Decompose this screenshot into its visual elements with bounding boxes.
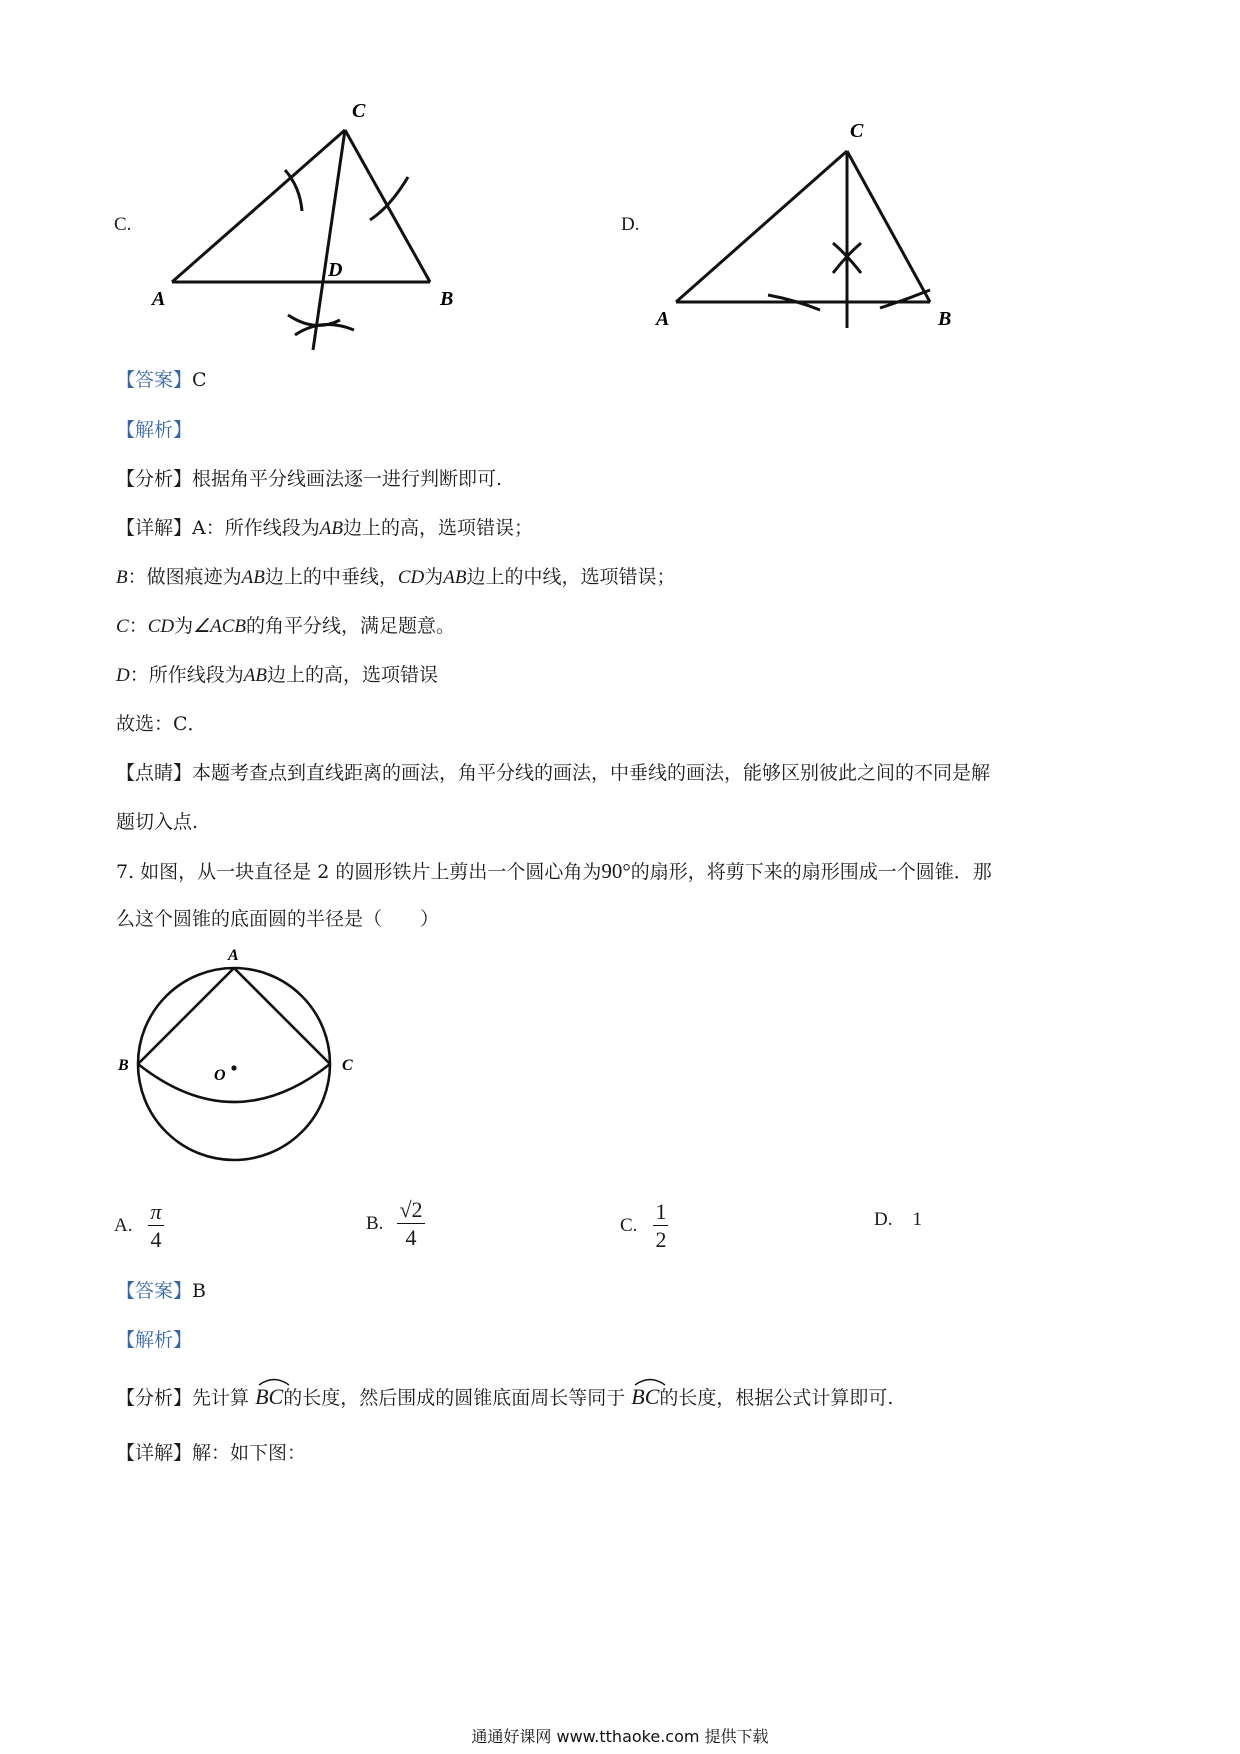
figure-d-altitude bbox=[650, 115, 970, 335]
fraction-denominator: 2 bbox=[655, 1226, 667, 1252]
q7-stem-1b: 的扇形，将剪下来的扇形围成一个圆锥．那 bbox=[630, 861, 992, 883]
c-text-3: 的角平分线，满足题意。 bbox=[246, 615, 456, 637]
option-c-figure-label: C. bbox=[114, 214, 132, 235]
point-b-label: B bbox=[118, 1057, 129, 1074]
option-a-label: A. bbox=[114, 1215, 133, 1236]
q7-analysis-heading bbox=[116, 1327, 192, 1353]
fenxi-text-3: 的长度，根据公式计算即可. bbox=[659, 1387, 894, 1409]
q6-fenxi-line bbox=[116, 466, 502, 492]
xiangjie-text: 解：如下图： bbox=[192, 1442, 307, 1464]
arc-symbol bbox=[257, 1376, 291, 1386]
figure-q7-circle-sector bbox=[110, 940, 370, 1180]
answer-value: B bbox=[192, 1280, 206, 1302]
segment-ab: AB bbox=[443, 567, 467, 588]
q7-stem-line-1 bbox=[116, 858, 992, 885]
c-text-2: 为 bbox=[174, 615, 194, 637]
fraction-numerator: 1 bbox=[655, 1198, 667, 1224]
arc-label: BC bbox=[255, 1384, 284, 1409]
segment-cd: CD bbox=[397, 567, 425, 588]
fenxi-tag: 【分析】 bbox=[116, 468, 193, 490]
answer-value: C bbox=[192, 369, 207, 391]
option-d-letter: D bbox=[116, 665, 130, 686]
fraction-numerator: π bbox=[150, 1198, 162, 1224]
xiangjie-a-end: 边上的高，选项错误； bbox=[342, 517, 533, 539]
segment-ab: AB bbox=[243, 665, 267, 686]
q6-xiangjie-c-line bbox=[116, 613, 455, 640]
q6-xiangjie-d-line bbox=[116, 662, 438, 689]
q7-stem-1a: 7. 如图，从一块直径是 2 的圆形铁片上剪出一个圆心角为 bbox=[116, 861, 602, 883]
point-d-label: D bbox=[328, 259, 343, 281]
point-a-label: A bbox=[656, 308, 670, 330]
q7-option-d bbox=[874, 1208, 922, 1231]
d-text-2: 边上的高，选项错误 bbox=[266, 664, 438, 686]
q6-xiangjie-b-line bbox=[116, 564, 676, 591]
point-c-label: C bbox=[352, 100, 366, 122]
q6-answer-line bbox=[116, 367, 207, 393]
fraction-denominator: 4 bbox=[150, 1226, 162, 1252]
point-b-label: B bbox=[440, 288, 454, 310]
fenxi-text-2: 的长度，然后围成的圆锥底面周长等同于 bbox=[283, 1387, 626, 1409]
arc-bc bbox=[631, 1384, 659, 1411]
option-d-figure-label: D. bbox=[621, 214, 640, 235]
point-a-label: A bbox=[228, 947, 239, 964]
b-text-4: 边上的中线，选项错误； bbox=[466, 566, 676, 588]
q7-answer-line bbox=[116, 1278, 206, 1304]
q7-option-a bbox=[114, 1196, 164, 1256]
xiangjie-tag: 【详解】 bbox=[116, 1442, 193, 1464]
option-b-label: B. bbox=[366, 1213, 384, 1234]
option-b-fraction bbox=[397, 1197, 424, 1252]
q6-analysis-heading bbox=[116, 417, 192, 443]
q7-fenxi-line bbox=[116, 1384, 893, 1411]
fraction-numerator: √2 bbox=[399, 1196, 423, 1222]
arc-label: BC bbox=[631, 1384, 660, 1409]
figure-c-angle-bisector bbox=[140, 95, 470, 355]
q6-dianjing-line bbox=[116, 760, 990, 786]
q6-guxuan-line: 故选：C． bbox=[116, 713, 207, 735]
answer-tag: 【答案】 bbox=[116, 369, 193, 391]
fenxi-tag: 【分析】 bbox=[116, 1387, 193, 1409]
option-c-label: C. bbox=[620, 1215, 638, 1236]
fraction-denominator: 4 bbox=[405, 1224, 417, 1250]
option-a-fraction bbox=[148, 1199, 163, 1254]
q6-xiangjie-a-line bbox=[116, 515, 533, 542]
segment-ab: AB bbox=[241, 567, 265, 588]
point-a-label: A bbox=[152, 288, 166, 310]
point-c-label: C bbox=[342, 1057, 353, 1074]
c-text-1: ： bbox=[128, 615, 148, 637]
q7-option-c bbox=[620, 1196, 668, 1256]
fenxi-text: 根据角平分线画法逐一进行判断即可. bbox=[192, 468, 503, 490]
arc-symbol bbox=[633, 1376, 667, 1386]
option-c-letter: C bbox=[116, 616, 129, 637]
q7-xiangjie-line bbox=[116, 1440, 306, 1466]
option-c-fraction bbox=[653, 1199, 668, 1254]
dianjing-text-1: 本题考查点到直线距离的画法，角平分线的画法，中垂线的画法，能够区别彼此之间的不同是解 bbox=[192, 762, 991, 784]
segment-ab: AB bbox=[319, 518, 343, 539]
b-text-2: 边上的中垂线， bbox=[264, 566, 398, 588]
point-c-label: C bbox=[850, 120, 864, 142]
q7-option-b bbox=[366, 1194, 425, 1254]
q7-stem-line-2: 么这个圆锥的底面圆的半径是（ ） bbox=[116, 908, 440, 930]
answer-tag: 【答案】 bbox=[116, 1280, 193, 1302]
arc-bc bbox=[255, 1384, 283, 1411]
analysis-tag: 【解析】 bbox=[116, 1329, 193, 1351]
point-o-label: O bbox=[214, 1067, 226, 1084]
option-d-value: 1 bbox=[912, 1209, 923, 1230]
option-d-label: D. bbox=[874, 1209, 893, 1230]
central-angle-value: 90° bbox=[601, 859, 631, 883]
angle-acb: ∠ACB bbox=[193, 616, 247, 637]
page-footer: 通通好课网 www.tthaoke.com 提供下载 bbox=[471, 1727, 769, 1746]
option-b-letter: B bbox=[116, 567, 128, 588]
b-text-3: 为 bbox=[424, 566, 444, 588]
segment-cd: CD bbox=[147, 616, 175, 637]
d-text-1: ：所作线段为 bbox=[129, 664, 244, 686]
fenxi-text-1: 先计算 bbox=[192, 1387, 250, 1409]
q6-dianjing-line-2: 题切入点. bbox=[116, 811, 199, 833]
xiangjie-a-text: A：所作线段为 bbox=[192, 517, 320, 539]
analysis-tag: 【解析】 bbox=[116, 419, 193, 441]
dianjing-tag: 【点睛】 bbox=[116, 762, 193, 784]
xiangjie-tag: 【详解】 bbox=[116, 517, 193, 539]
point-b-label: B bbox=[938, 308, 952, 330]
b-text-1: ：做图痕迹为 bbox=[127, 566, 242, 588]
center-point-o bbox=[231, 1065, 236, 1070]
